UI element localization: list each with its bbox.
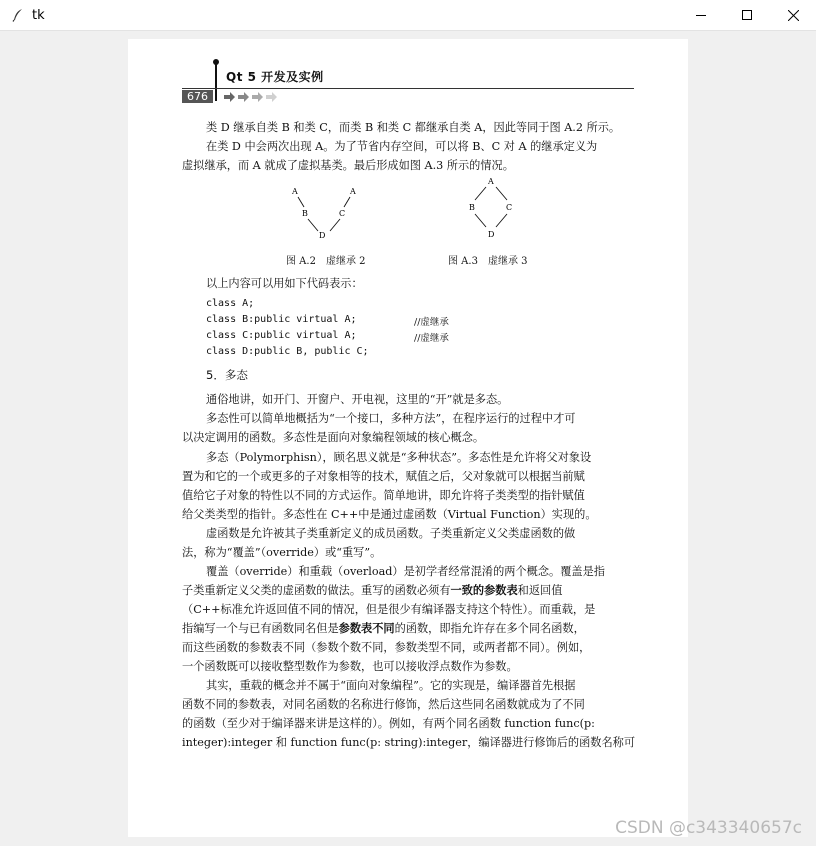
feather-icon: [10, 7, 26, 23]
code-line: class C:public virtual A;: [206, 330, 357, 341]
paragraph-line: integer):integer 和 function func(p: string):integer，编译器进行修饰后的函数名称可: [182, 736, 636, 749]
figure-a2-caption: 图 A.2 虚继承 2: [286, 256, 366, 267]
paragraph-line: 给父类类型的指针。多态性在 C++中是通过虚函数（Virtual Function）实现的。: [182, 508, 597, 521]
header-rule: [182, 88, 634, 89]
figure-a3-diagram: [462, 173, 522, 243]
node-b: B: [469, 203, 475, 212]
node-a-right: A: [350, 187, 356, 196]
figure-a2-diagram: [284, 179, 364, 249]
code-line: class B:public virtual A;: [206, 314, 357, 325]
paragraph-line: 多态（Polymorphisn），顾名思义就是“多种状态”。多态性是允许将父对象设: [206, 451, 592, 464]
paragraph-line: 值给它子对象的特性以不同的方式运作。简单地讲，即允许将子类类型的指针赋值: [182, 489, 585, 502]
header-arrows-icon: [224, 90, 284, 103]
paragraph-line: 函数不同的参数表，对同名函数的名称进行修饰，然后这些同名函数就成为了不同: [182, 698, 585, 711]
node-a: A: [488, 177, 494, 186]
code-comment: //虚继承: [414, 333, 449, 344]
paragraph-line: 的函数（至少对于编译器来讲是这样的）。例如，有两个同名函数 function func(p:: [182, 717, 595, 730]
node-a-left: A: [292, 187, 298, 196]
paragraph-line: （C++标准允许返回值不同的情况，但是很少有编译器支持这个特性）。而重载，是: [182, 603, 596, 616]
paragraph-line: 一个函数既可以接收整型数作为参数，也可以接收浮点数作为参数。: [182, 660, 518, 673]
code-comment: //虚继承: [414, 317, 449, 328]
paragraph-line: 多态性可以简单地概括为“一个接口，多种方法”，在程序运行的过程中才可: [206, 412, 576, 425]
scanned-book-page: [128, 39, 688, 837]
bold-text: 一致的参数表: [450, 583, 518, 597]
paragraph-line: 覆盖（override）和重载（overload）是初学者经常混淆的两个概念。覆盖是指: [206, 565, 605, 578]
paragraph-line: 类 D 继承自类 B 和类 C，而类 B 和类 C 都继承自类 A，因此等同于图 A.2 所示。: [206, 121, 621, 134]
window-titlebar: [0, 0, 816, 31]
paragraph-line: 以上内容可以用如下代码表示：: [206, 277, 363, 290]
node-d: D: [488, 230, 495, 239]
paragraph-line: 置为和它的一个或更多的子对象相等的技术，赋值之后，父对象就可以根据当前赋: [182, 470, 585, 483]
paragraph-line: 在类 D 中会两次出现 A。为了节省内存空间，可以将 B、C 对 A 的继承定义为: [206, 140, 598, 153]
header-vertical-rule: [215, 63, 217, 101]
code-line: class A;: [206, 298, 255, 309]
maximize-button[interactable]: [724, 0, 770, 30]
section-heading: 5．多态: [206, 368, 248, 382]
window-title: tk: [32, 7, 45, 23]
code-line: class D:public B, public C;: [206, 346, 369, 357]
book-title: Qt 5 开发及实例: [226, 70, 324, 84]
paragraph-line: [182, 620, 624, 636]
paragraph-line: 通俗地讲，如开门、开窗户、开电视，这里的“开”就是多态。: [206, 393, 509, 406]
window-controls: [678, 0, 816, 30]
node-b: B: [302, 209, 308, 218]
minimize-icon: [696, 10, 706, 20]
text-run: 的函数，即指允许存在多个同名函数，: [394, 622, 585, 635]
paragraph-line: 虚函数是允许被其子类重新定义的成员函数。子类重新定义父类虚函数的做: [206, 527, 576, 540]
text-run: 子类重新定义父类的虚函数的做法。重写的函数必须有: [182, 584, 451, 597]
maximize-icon: [742, 10, 752, 20]
paragraph-line: [182, 582, 624, 598]
node-c: C: [339, 209, 346, 218]
paragraph-line: 法，称为“覆盖”（override）或“重写”。: [182, 546, 382, 559]
paragraph-line: 而这些函数的参数表不同（参数个数不同，参数类型不同，或两者都不同）。例如，: [182, 641, 591, 654]
csdn-watermark: CSDN @c343340657c: [615, 818, 802, 838]
page-number: 676: [182, 90, 213, 103]
text-run: 和返回值: [517, 584, 563, 597]
paragraph-line: 其实，重载的概念并不属于“面向对象编程”。它的实现是，编译器首先根据: [206, 679, 576, 692]
close-icon: [788, 10, 799, 21]
text-run: 指编写一个与已有函数同名但是: [182, 622, 339, 635]
minimize-button[interactable]: [678, 0, 724, 30]
node-c: C: [506, 203, 513, 212]
node-d: D: [319, 231, 326, 240]
canvas-area: [0, 31, 816, 846]
figure-a3-caption: 图 A.3 虚继承 3: [448, 256, 528, 267]
close-button[interactable]: [770, 0, 816, 30]
bold-text: 参数表不同: [338, 621, 395, 635]
paragraph-line: 虚拟继承，而 A 就成了虚拟基类。最后形成如图 A.3 所示的情况。: [182, 159, 514, 172]
paragraph-line: 以决定调用的函数。多态性是面向对象编程领域的核心概念。: [182, 431, 485, 444]
